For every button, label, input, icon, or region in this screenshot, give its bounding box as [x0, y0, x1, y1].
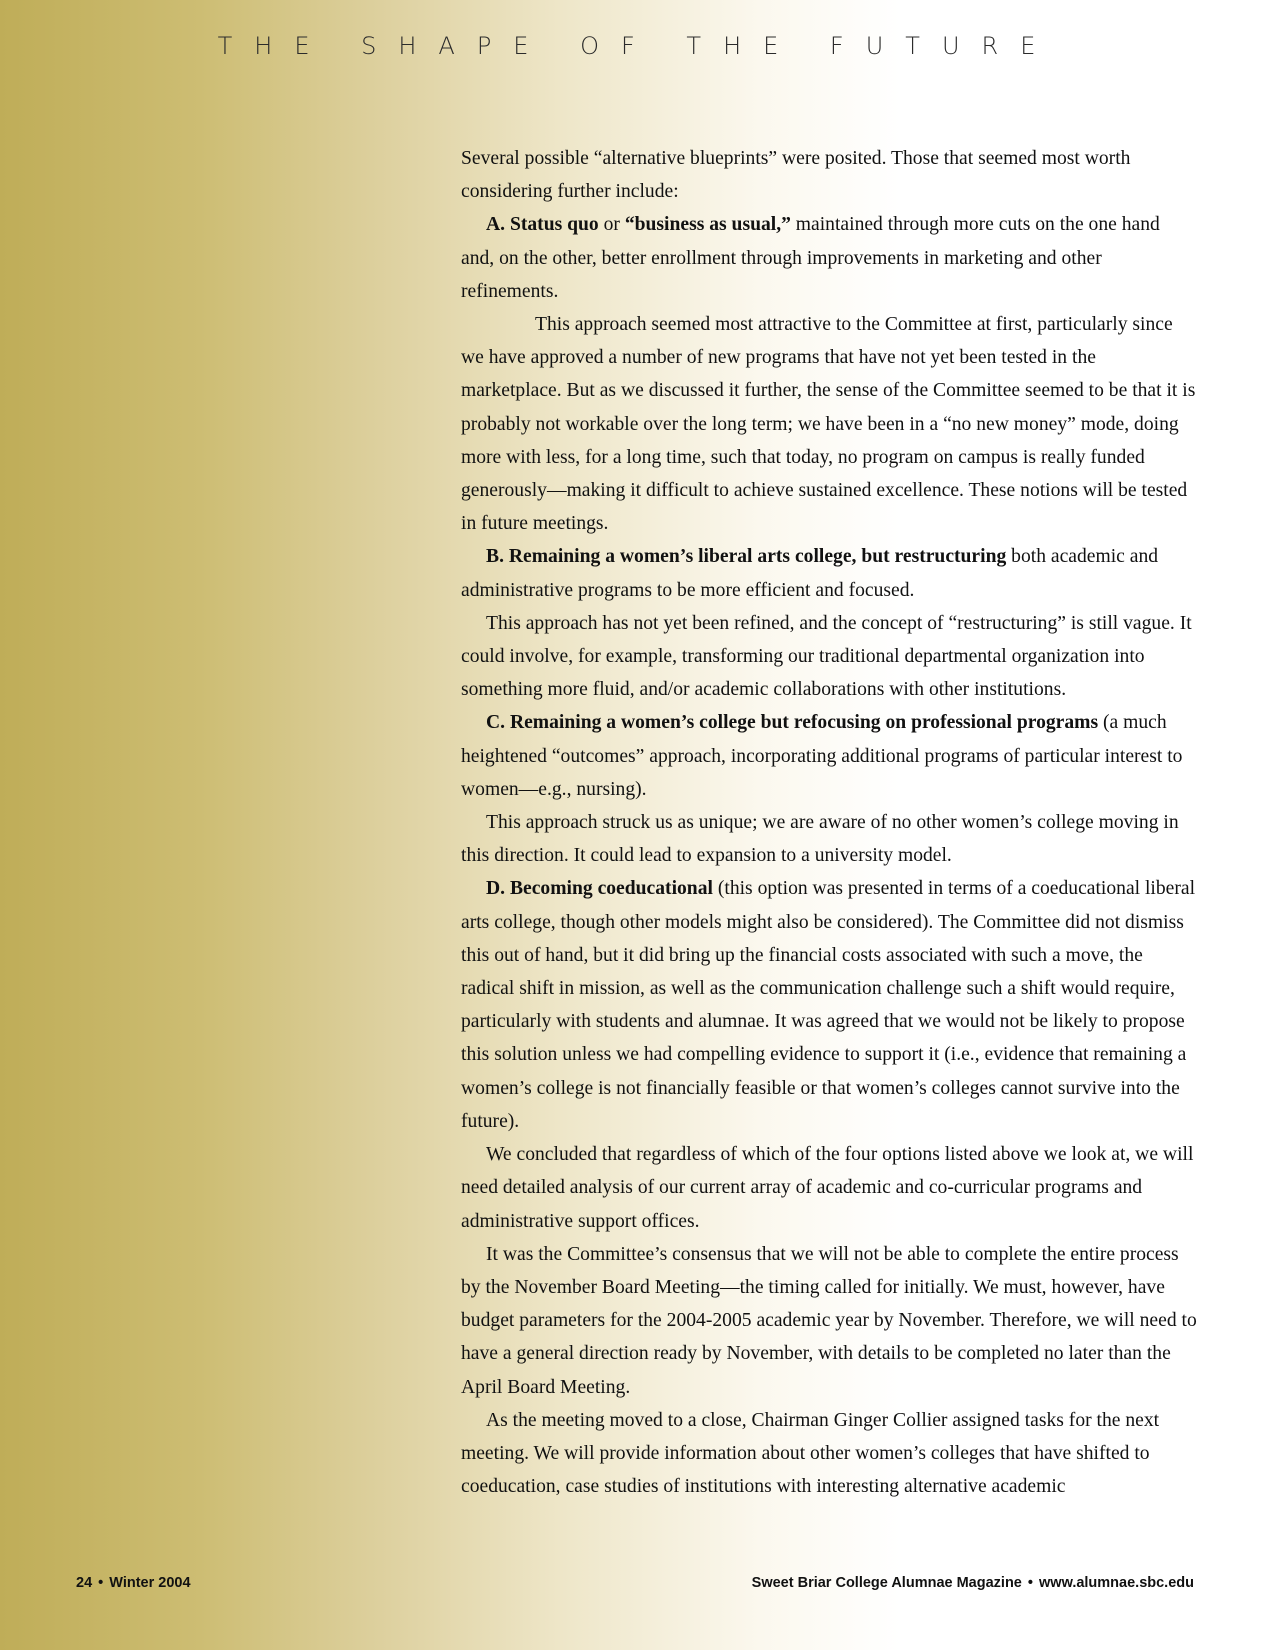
paragraph-text: (a much heightened “outcomes” approach, incorporating additional programs of particular interest to women—e.g., nursing).: [461, 712, 1183, 800]
paragraph-text: This approach seemed most attractive to the Committee at first, particularly since we have approved a number of new programs that have not yet been tested in the marketplace. But as we discussed it further, the sense of the Committee seemed to be that it is probably not workable over the long term; we have been in a “no new money” mode, doing more with less, for a long time, such that today, no program on campus is really funded generously—making it difficult to achieve sustained excellence. These notions will be tested in future meetings.: [461, 314, 1196, 535]
paragraph-text: (this option was presented in terms of a coeducational liberal arts college, though other models might also be considered). The Committee did not dismiss this out of hand, but it did bring up the financial costs associated with such a move, the radical shift in mission, as well as the communication challenge such a shift would require, particularly with students and alumnae. It was agreed that we would not be likely to propose this solution unless we had compelling evidence to support it (i.e., evidence that remaining a women’s college is not financially feasible or that women’s colleges cannot survive into the future).: [461, 878, 1196, 1132]
paragraph-option-c-discussion: [461, 806, 1197, 872]
paragraph-option-a-discussion: [461, 308, 1197, 540]
bullet-separator: •: [1027, 1575, 1033, 1591]
paragraph-text: This approach struck us as unique; we are aware of no other women’s college moving in this direction. It could lead to expansion to a university model.: [461, 812, 1179, 867]
option-a-connector: or: [598, 214, 625, 236]
publication-name: Sweet Briar College Alumnae Magazine: [751, 1575, 1022, 1591]
paragraph-consensus: [461, 1238, 1197, 1404]
option-d-heading: D. Becoming coeducational: [486, 878, 713, 900]
article-body: [461, 142, 1197, 1503]
option-b-heading: B. Remaining a women’s liberal arts college, but restructuring: [486, 546, 1007, 568]
running-head: THE SHAPE OF THE FUTURE: [217, 32, 1058, 60]
paragraph-closing: [461, 1404, 1197, 1504]
paragraph-option-d: [461, 872, 1197, 1138]
paragraph-option-b-discussion: [461, 607, 1197, 707]
paragraph-option-c: [461, 706, 1197, 806]
bullet-separator: •: [98, 1575, 104, 1591]
paragraph-text: Several possible “alternative blueprints” were posited. Those that seemed most worth considering further include:: [461, 148, 1131, 203]
option-a-heading-2: “business as usual,”: [624, 214, 791, 236]
paragraph-text: maintained through more cuts on the one hand and, on the other, better enrollment through improvements in marketing and other refinements.: [461, 214, 1160, 302]
website-link[interactable]: www.alumnae.sbc.edu: [1039, 1575, 1194, 1591]
paragraph-option-b: [461, 540, 1197, 606]
option-a-heading: A. Status quo: [486, 214, 599, 236]
paragraph-text: This approach has not yet been refined, and the concept of “restructuring” is still vague. It could involve, for example, transforming our traditional departmental organization into something more fluid, and/or academic collaborations with other institutions.: [461, 612, 1192, 701]
paragraph-text: It was the Committee’s consensus that we will not be able to complete the entire process by the November Board Meeting—the timing called for initially. We must, however, have budget parameters for the 2004-2005 academic year by November. Therefore, we will need to have a general direction ready by November, with details to be completed no later than the April Board Meeting.: [461, 1243, 1197, 1398]
option-c-heading: C. Remaining a women’s college but refocusing on professional programs: [486, 712, 1099, 734]
paragraph-conclusion: [461, 1138, 1197, 1238]
paragraph-intro: [461, 142, 1197, 208]
issue-date: Winter 2004: [109, 1575, 191, 1591]
paragraph-text: We concluded that regardless of which of the four options listed above we look at, we will need detailed analysis of our current array of academic and co-curricular programs and administrative support offices.: [461, 1144, 1194, 1232]
footer-right: [752, 1575, 1194, 1591]
page-number: 24: [76, 1575, 93, 1591]
paragraph-text: both academic and administrative programs to be more efficient and focused.: [461, 546, 1159, 601]
paragraph-text: As the meeting moved to a close, Chairman Ginger Collier assigned tasks for the next meeting. We will provide information about other women’s colleges that have shifted to coeducation, case studies of institutions with interesting alternative academic: [461, 1409, 1160, 1498]
paragraph-option-a: [461, 208, 1197, 308]
footer-left: [76, 1575, 191, 1591]
